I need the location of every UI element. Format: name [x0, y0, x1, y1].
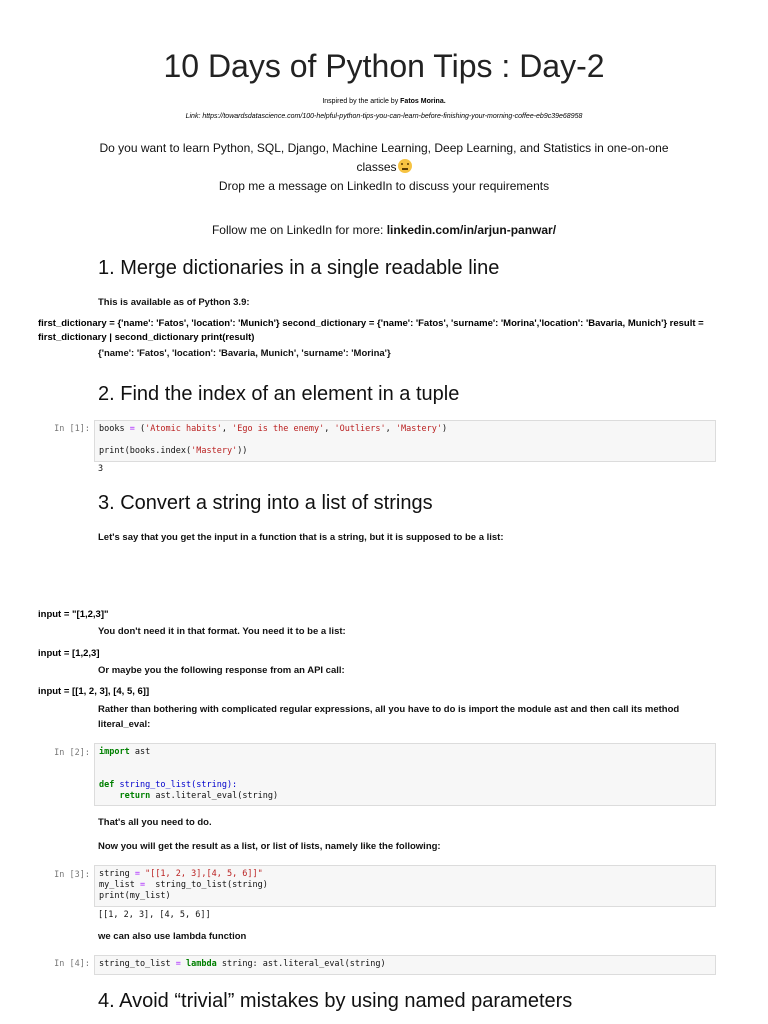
code-cell-3[interactable]: string = "[[1, 2, 3],[4, 5, 6]]" my_list = string_to_list(string) print(my_list) — [94, 865, 716, 907]
s3-paragraph-7: we can also use lambda function — [98, 931, 247, 942]
promo-line2 — [84, 158, 684, 177]
section-3-heading: 3. Convert a string into a list of strings — [98, 492, 433, 514]
s3-paragraph-2: You don't need it in that format. You need it to be a list: — [98, 626, 346, 637]
s1-output: {'name': 'Fatos', 'location': 'Bavaria, Munich', 'surname': 'Morina'} — [98, 348, 391, 359]
s1-code-text — [38, 317, 728, 345]
linkedin-link[interactable]: linkedin.com/in/arjun-panwar/ — [386, 223, 557, 237]
section-4-heading: 4. Avoid “trivial” mistakes by using named parameters — [98, 990, 573, 1012]
follow-prefix: Follow me on LinkedIn for more: — [211, 223, 387, 237]
inspired-line — [0, 98, 768, 105]
promo-line1: Do you want to learn Python, SQL, Django, Machine Learning, Deep Learning, and Statistics in one-on-one — [99, 141, 669, 155]
article-link[interactable] — [0, 113, 768, 120]
section-1-heading: 1. Merge dictionaries in a single readable line — [98, 257, 500, 279]
s3-paragraph-4 — [98, 702, 718, 732]
inspired-prefix: Inspired by the article by — [322, 98, 401, 105]
s1-code-line1: first_dictionary = {'name': 'Fatos', 'location': 'Munich'} second_dictionary = {'name': 'Fatos', 'surname': 'Morina','location': 'Bavaria, Munich'} result = — [38, 318, 704, 329]
s3-paragraph-1: Let's say that you get the input in a function that is a string, but it is supposed to be a list: — [98, 532, 504, 543]
page-title: 10 Days of Python Tips : Day-2 — [163, 48, 605, 84]
s3-input-1: input = "[1,2,3]" — [38, 609, 109, 620]
thinking-face-icon — [398, 159, 412, 173]
inspired-author: Fatos Morina. — [400, 98, 446, 105]
s1-paragraph: This is available as of Python 3.9: — [98, 297, 250, 308]
cell-1-output: 3 — [98, 464, 104, 474]
code-cell-2[interactable]: import ast def string_to_list(string): return ast.literal_eval(string) — [94, 743, 716, 806]
cell-4-prompt: In [4]: — [54, 959, 90, 969]
promo-line3: Drop me a message on LinkedIn to discuss your requirements — [218, 179, 550, 193]
cell-2-prompt: In [2]: — [54, 748, 90, 758]
follow-line — [84, 221, 684, 240]
cell-3-output: [[1, 2, 3], [4, 5, 6]] — [98, 910, 211, 920]
s3-input-2: input = [1,2,3] — [38, 648, 100, 659]
s3-paragraph-6: Now you will get the result as a list, or list of lists, namely like the following: — [98, 841, 441, 852]
s1-code-line2: first_dictionary | second_dictionary print(result) — [38, 332, 255, 343]
s3-paragraph-5: That's all you need to do. — [98, 817, 212, 828]
link-url[interactable]: https://towardsdatascience.com/100-helpful-python-tips-you-can-learn-before-finishing-your-morning-coffee-eb9c39e68958 — [202, 113, 583, 120]
s3-paragraph-3: Or maybe you the following response from an API call: — [98, 665, 345, 676]
s3-input-3: input = [[1, 2, 3], [4, 5, 6]] — [38, 686, 150, 697]
s3-paragraph-4b: literal_eval: — [98, 719, 151, 730]
section-2-heading: 2. Find the index of an element in a tuple — [98, 383, 460, 405]
cell-3-prompt: In [3]: — [54, 870, 90, 880]
cell-1-prompt: In [1]: — [54, 424, 90, 434]
link-prefix: Link: — [185, 113, 203, 120]
code-cell-1[interactable]: books = ('Atomic habits', 'Ego is the enemy', 'Outliers', 'Mastery') print(books.index('Mastery')) — [94, 420, 716, 462]
promo-line2-text: classes — [356, 160, 397, 174]
promo-block — [84, 139, 684, 196]
code-cell-4[interactable]: string_to_list = lambda string: ast.literal_eval(string) — [94, 955, 716, 975]
s3-paragraph-4a: Rather than bothering with complicated regular expressions, all you have to do is import the module ast and then call its method — [98, 704, 680, 715]
